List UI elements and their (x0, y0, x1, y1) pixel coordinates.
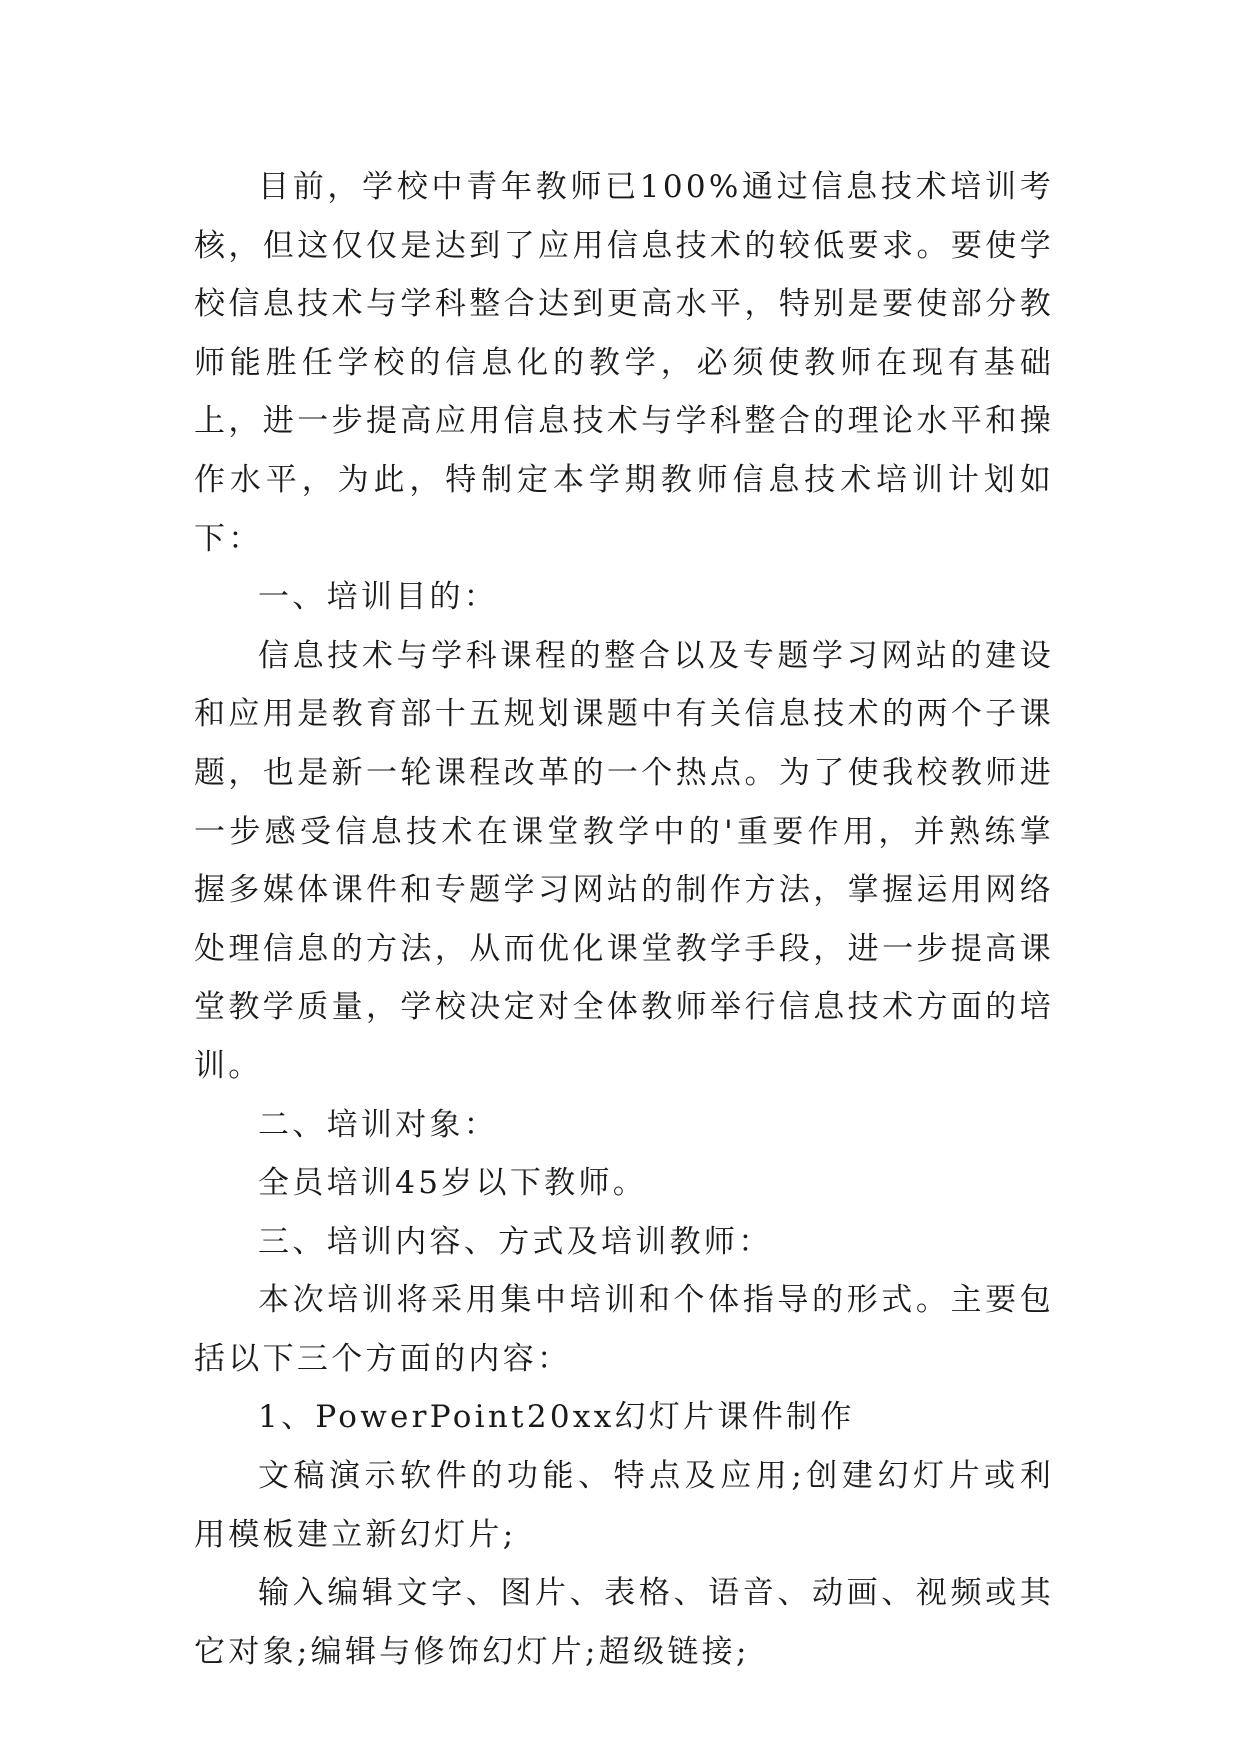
heading-training-content: 三、培训内容、方式及培训教师： (258, 1223, 773, 1260)
paragraph-powerpoint-editing: 输入编辑文字、图片、表格、语音、动画、视频或其它对象;编辑与修饰幻灯片;超级链接; (194, 1575, 1054, 1670)
heading-training-target: 二、培训对象： (258, 1106, 499, 1143)
paragraph-training-target: 全员培训45岁以下教师。 (258, 1165, 648, 1202)
heading-training-purpose: 一、培训目的： (258, 579, 499, 616)
paragraph-intro: 目前，学校中青年教师已100%通过信息技术培训考核，但这仅仅是达到了应用信息技术的较低要求。要使学校信息技术与学科整合达到更高水平，特别是要使部分教师能胜任学校的信息化的教学，必须使教师在现有基础上，进一步提高应用信息技术与学科整合的理论水平和操作水平，为此，特制定本学期教师信息技术培训计划如下： (194, 169, 1054, 557)
document-body (194, 158, 1054, 1681)
list-item-powerpoint: 1、PowerPoint20xx幻灯片课件制作 (258, 1399, 855, 1436)
paragraph-training-form: 本次培训将采用集中培训和个体指导的形式。主要包括以下三个方面的内容： (194, 1282, 1054, 1377)
paragraph-training-purpose: 信息技术与学科课程的整合以及专题学习网站的建设和应用是教育部十五规划课题中有关信息技术的两个子课题，也是新一轮课程改革的一个热点。为了使我校教师进一步感受信息技术在课堂教学中的'重要作用，并熟练掌握多媒体课件和专题学习网站的制作方法，掌握运用网络处理信息的方法，从而优化课堂教学手段，进一步提高课堂教学质量，学校决定对全体教师举行信息技术方面的培训。 (194, 637, 1054, 1084)
paragraph-powerpoint-basics: 文稿演示软件的功能、特点及应用;创建幻灯片或利用模板建立新幻灯片; (194, 1458, 1054, 1553)
